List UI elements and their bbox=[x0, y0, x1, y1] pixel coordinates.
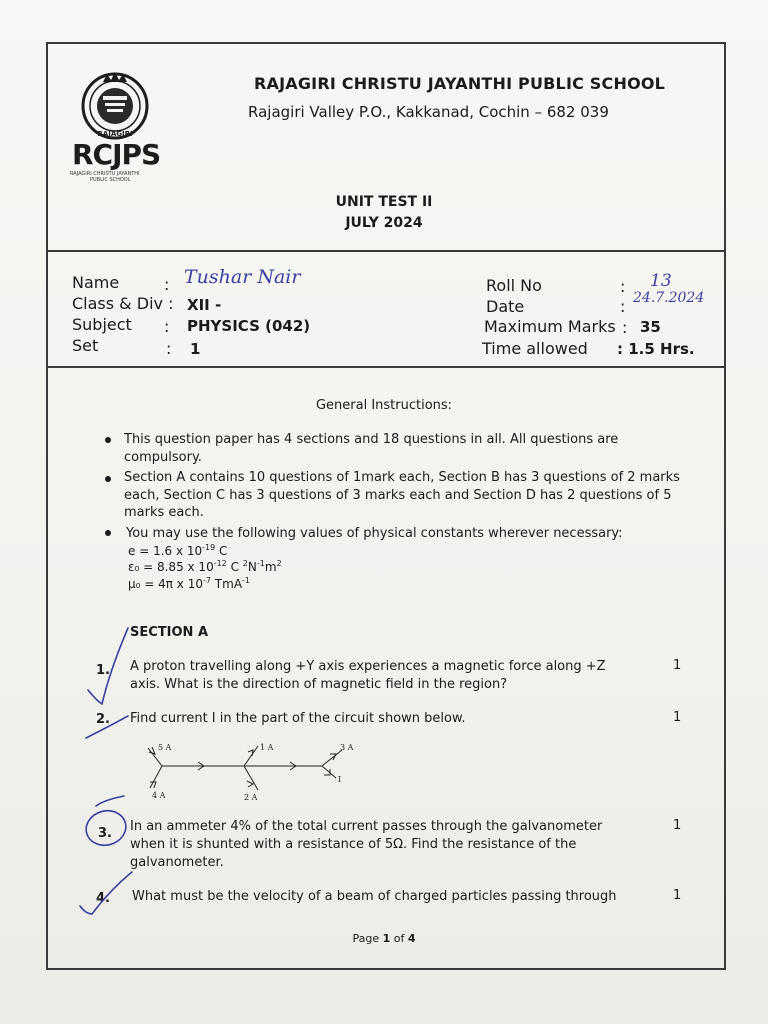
current-label-4a: 4 A bbox=[152, 791, 166, 800]
class-label: Class & Div : bbox=[72, 294, 174, 313]
bullet-icon bbox=[105, 530, 111, 536]
question-text: A proton travelling along +Y axis experiences a magnetic force along +Z axis. What is the direction of magnetic field in the region? bbox=[130, 659, 606, 692]
instructions-title: General Instructions: bbox=[315, 398, 453, 413]
name-colon: : bbox=[164, 275, 170, 294]
page-number: Page 1 of 4 bbox=[352, 932, 416, 945]
set-colon: : bbox=[166, 339, 172, 358]
constant-mu: μ₀ = 4π x $10^{-7}$ TmA$^{-1}$ bbox=[128, 576, 251, 591]
set-value: 1 bbox=[190, 340, 201, 358]
current-label-5a: 5 A bbox=[158, 743, 172, 752]
max-marks-colon: : bbox=[622, 318, 628, 337]
max-marks-value: 35 bbox=[640, 318, 661, 336]
roll-colon: : bbox=[620, 277, 626, 296]
date-label: Date bbox=[486, 297, 525, 316]
school-logo bbox=[70, 72, 170, 182]
subject-colon: : bbox=[164, 317, 170, 336]
max-marks-label: Maximum Marks bbox=[484, 317, 616, 336]
date-colon: : bbox=[620, 297, 626, 316]
class-value: XII - bbox=[187, 296, 222, 314]
subject-label: Subject bbox=[72, 315, 132, 334]
time-label: Time allowed bbox=[482, 339, 588, 358]
logo-subtitle-line2: PUBLIC SCHOOL bbox=[90, 177, 131, 183]
question-text: Find current I in the part of the circuit shown below. bbox=[130, 711, 466, 726]
school-name: RAJAGIRI CHRISTU JAYANTHI PUBLIC SCHOOL bbox=[254, 74, 666, 93]
logo-subtitle-line1: RAJAGIRI CHRISTU JAYANTHI bbox=[70, 171, 140, 177]
question-marks: 1 bbox=[673, 888, 682, 903]
current-label-1a: 1 A bbox=[260, 743, 274, 752]
time-value: : 1.5 Hrs. bbox=[617, 340, 695, 358]
header-divider bbox=[46, 250, 726, 252]
current-label-i: I bbox=[338, 775, 342, 784]
school-address: Rajagiri Valley P.O., Kakkanad, Cochin – 682 039 bbox=[248, 103, 609, 121]
question-marks: 1 bbox=[673, 710, 682, 725]
question-number: 2. bbox=[96, 712, 110, 727]
logo-ring-text: RAJAGIRI bbox=[97, 130, 133, 138]
question-text: In an ammeter 4% of the total current passes through the galvanometer when it is shunted with a resistance of 5Ω. Find the resistance of the galvanometer. bbox=[130, 819, 603, 870]
question-marks: 1 bbox=[673, 658, 682, 673]
name-label: Name bbox=[72, 273, 120, 292]
date-handwritten: 24.7.2024 bbox=[633, 290, 705, 306]
logo-wordmark: RCJPS bbox=[72, 138, 161, 171]
roll-label: Roll No bbox=[486, 276, 542, 295]
question-text: What must be the velocity of a beam of charged particles passing through bbox=[132, 889, 617, 904]
instruction-item: This question paper has 4 sections and 18 questions in all. All questions are compulsory. bbox=[124, 432, 619, 465]
current-label-2a: 2 A bbox=[244, 793, 258, 802]
roll-number-handwritten: 13 bbox=[650, 271, 672, 291]
student-name-handwritten: Tushar Nair bbox=[184, 266, 301, 288]
subject-value: PHYSICS (042) bbox=[187, 317, 311, 335]
instruction-item: You may use the following values of physical constants wherever necessary: bbox=[126, 526, 623, 541]
question-number: 3. bbox=[98, 826, 112, 841]
question-marks: 1 bbox=[673, 818, 682, 833]
section-a-heading: SECTION A bbox=[130, 625, 209, 640]
bullet-icon bbox=[105, 476, 111, 482]
logo-emblem-icon bbox=[70, 72, 160, 142]
question-number: 4. bbox=[96, 891, 110, 906]
question-number: 1. bbox=[96, 663, 110, 678]
instruction-item: Section A contains 10 questions of 1mark each, Section B has 3 questions of 2 marks each, Section C has 3 questions of 3 marks each and Section D has 2 questions of 5 marks each. bbox=[124, 470, 680, 520]
details-divider bbox=[46, 366, 726, 368]
constant-epsilon: ε₀ = 8.85 x $10^{-12}$ C $^2N^{-1}m^2$ bbox=[128, 559, 282, 574]
circuit-diagram bbox=[140, 738, 370, 806]
bullet-icon bbox=[105, 437, 111, 443]
set-label: Set bbox=[72, 336, 99, 355]
exam-date: JULY 2024 bbox=[345, 215, 423, 231]
current-label-3a: 3 A bbox=[340, 743, 354, 752]
constant-e: e = 1.6 x $10^{-19}$ C bbox=[128, 543, 228, 558]
exam-title: UNIT TEST II bbox=[335, 194, 433, 210]
